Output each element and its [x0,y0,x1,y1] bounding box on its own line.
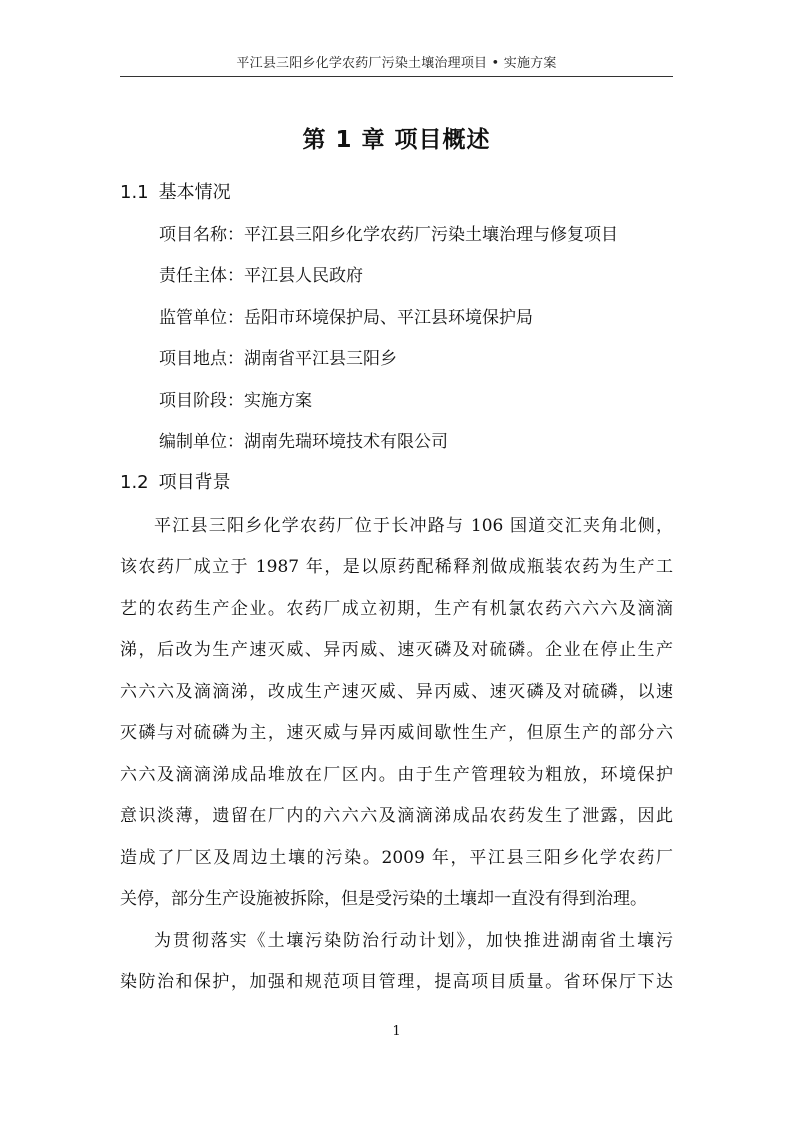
info-line-responsible-party [159,261,363,286]
info-line-compiler [159,427,448,452]
paragraph-line: 该农药厂成立于 1987 年，是以原药配稀释剂做成瓶装农药为生产工 [120,557,673,577]
info-label: 项目名称： [159,225,244,245]
info-value: 平江县人民政府 [244,266,363,286]
info-line-project-name [159,220,618,245]
info-line-supervisor [159,303,533,328]
info-label: 项目阶段： [159,391,244,411]
running-header: 平江县三阳乡化学农药厂污染土壤治理项目 • 实施方案 [236,56,557,71]
section-title: 项目背景 [158,472,231,493]
section-heading-basic-info [120,178,231,204]
section-heading-background [120,468,231,494]
paragraph-line: 意识淡薄，遗留在厂内的六六六及滴滴涕成品农药发生了泄露，因此 [120,806,673,826]
info-label: 监管单位： [159,308,244,328]
paragraph-line: 灭磷与对硫磷为主，速灭威与异丙威间歇性生产，但原生产的部分六 [120,723,673,743]
chapter-title: 第 1 章 项目概述 [302,127,491,153]
section-number: 1.1 [120,182,149,203]
paragraph-line: 染防治和保护，加强和规范项目管理，提高项目质量。省环保厅下达 [120,972,673,992]
info-value: 湖南先瑞环境技术有限公司 [244,432,448,452]
paragraph-line: 六六六及滴滴涕，改成生产速灭威、异丙威、速灭磷及对硫磷，以速 [120,682,673,702]
header-rule [120,76,673,77]
paragraph-line: 涕，后改为生产速灭威、异丙威、速灭磷及对硫磷。企业在停止生产 [120,640,673,660]
paragraph-line: 关停，部分生产设施被拆除，但是受污染的土壤却一直没有得到治理。 [120,889,647,909]
info-line-location [159,344,397,369]
paragraph-line: 为贯彻落实《土壤污染防治行动计划》，加快推进湖南省土壤污 [154,931,673,951]
info-value: 湖南省平江县三阳乡 [244,349,397,369]
paragraph-line: 艺的农药生产企业。农药厂成立初期，生产有机氯农药六六六及滴滴 [120,599,673,619]
info-label: 编制单位： [159,432,244,452]
info-value: 平江县三阳乡化学农药厂污染土壤治理与修复项目 [244,225,618,245]
paragraph-line: 造成了厂区及周边土壤的污染。2009 年，平江县三阳乡化学农药厂 [120,848,673,868]
paragraph-line: 平江县三阳乡化学农药厂位于长冲路与 106 国道交汇夹角北侧， [154,516,673,536]
info-value: 岳阳市环境保护局、平江县环境保护局 [244,308,533,328]
section-title: 基本情况 [158,182,231,203]
info-line-stage [159,386,312,411]
paragraph-line: 六六及滴滴涕成品堆放在厂区内。由于生产管理较为粗放，环境保护 [120,765,673,785]
info-value: 实施方案 [244,391,312,411]
section-number: 1.2 [120,472,149,493]
page-number: 1 [392,1024,401,1039]
info-label: 项目地点： [159,349,244,369]
info-label: 责任主体： [159,266,244,286]
